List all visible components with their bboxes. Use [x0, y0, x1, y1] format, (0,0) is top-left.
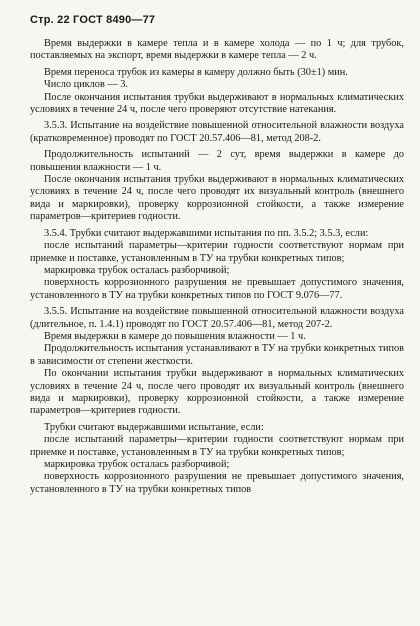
- paragraph: Время выдержки в камере до повышения влажности — 1 ч.: [44, 330, 306, 342]
- paragraph: после испытаний параметры—критерии годности соответствуют нормам при приемке и поставке, установленным в ТУ на трубки конкретных типов;: [30, 434, 404, 458]
- page-header: Стр. 22 ГОСТ 8490—77: [30, 14, 156, 26]
- paragraph: поверхность коррозионного разрушения не превышает допустимого значения, установленного в ТУ на трубки конкретных типов: [30, 471, 404, 495]
- paragraph: после испытаний параметры—критерии годности соответствуют нормам при приемке и поставке, установленным в ТУ на трубки конкретных типов;: [30, 240, 404, 264]
- paragraph: Продолжительность испытаний — 2 сут, время выдержки в камере до повышения влажности — 1 ч.: [30, 149, 404, 173]
- paragraph: маркировка трубок осталась разборчивой;: [44, 459, 230, 470]
- paragraph: Число циклов — 3.: [44, 79, 128, 91]
- paragraph: По окончании испытания трубки выдерживают в нормальных климатических условиях в течение 24 ч, после чего проводят их визуальный контроль (внешнего вида и маркировки), проверку коррозионной стойкости, а также измерение параметров—критериев годности.: [30, 368, 404, 417]
- paragraph: Время выдержки в камере тепла и в камере холода — по 1 ч; для трубок, поставляемых на экспорт, время выдержки в камере тепла — 2 ч.: [30, 38, 404, 62]
- paragraph: маркировка трубок осталась разборчивой;: [44, 264, 230, 276]
- paragraph: 3.5.4. Трубки считают выдержавшими испытания по пп. 3.5.2; 3.5.3, если:: [44, 227, 369, 239]
- paragraph: Время переноса трубок из камеры в камеру должно быть (30±1) мин.: [44, 66, 348, 78]
- paragraph: Трубки считают выдержавшими испытание, если:: [44, 421, 264, 433]
- paragraph: Продолжительность испытания устанавливают в ТУ на трубки конкретных типов в зависимости от степени жесткости.: [30, 343, 404, 367]
- paragraph: После окончания испытания трубки выдерживают в нормальных климатических условиях в течение 24 ч, после чего проверяют отсутствие натекания.: [30, 91, 404, 116]
- paragraph: поверхность коррозионного разрушения не превышает допустимого значения, установленного в ТУ на трубки конкретных типов по ГОСТ 9.076—77.: [30, 277, 404, 301]
- paragraph: 3.5.5. Испытание на воздействие повышенной относительной влажности воздуха (длительное, п. 1.4.1) проводят по ГОСТ 20.57.406—81, метод 207-2.: [30, 306, 404, 330]
- paragraph: 3.5.3. Испытание на воздействие повышенной относительной влажности воздуха (кратковременное) проводят по ГОСТ 20.57.406—81, метод 208-2.: [30, 120, 404, 144]
- document-body: [30, 38, 404, 496]
- paragraph: После окончания испытания трубки выдерживают в нормальных климатических условиях в течение 24 ч, после чего проводят их визуальный контроль (внешнего вида и маркировки), проверку коррозионной стойкости, а также измерение параметров—критериев годности.: [30, 174, 404, 223]
